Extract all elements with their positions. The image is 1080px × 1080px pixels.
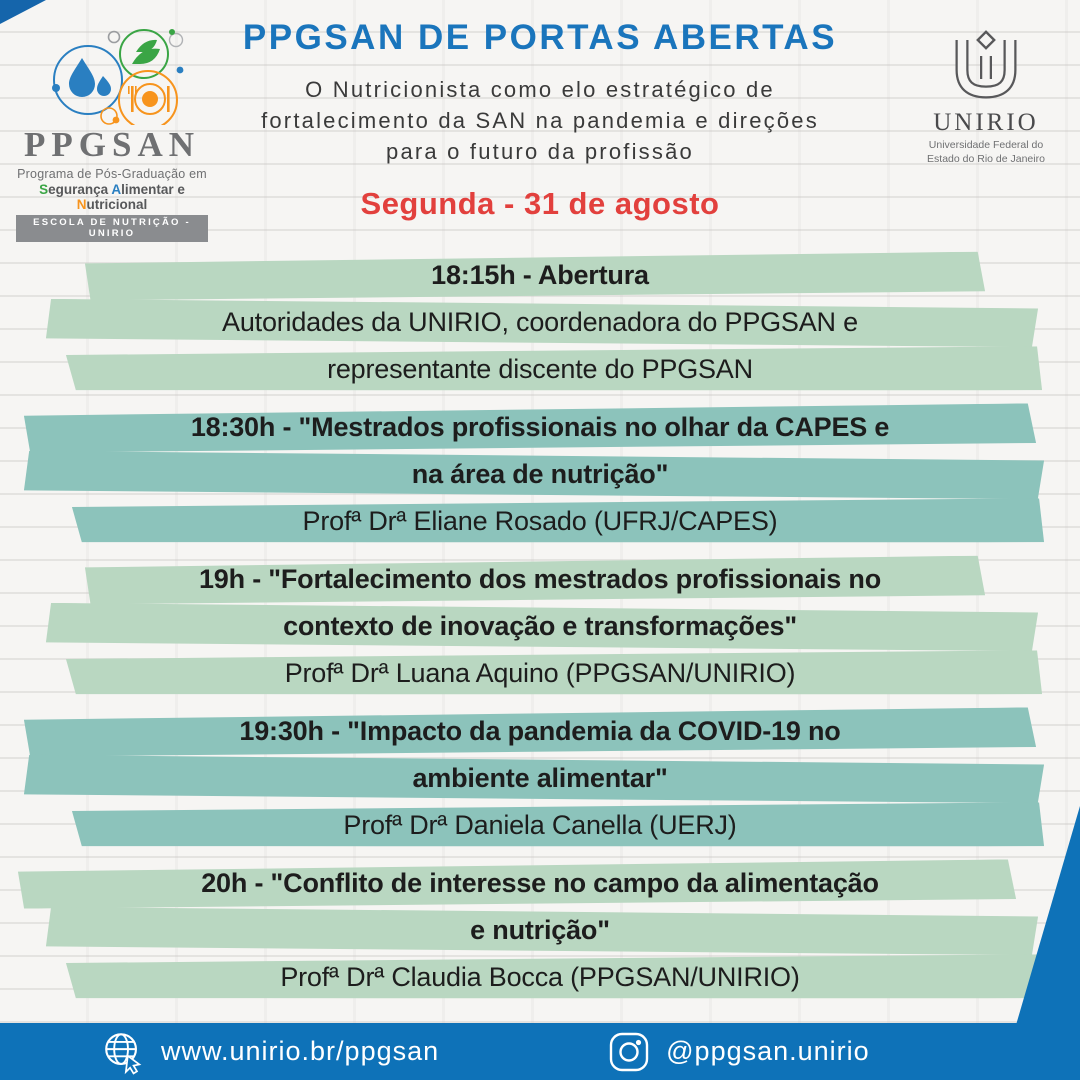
schedule-item-fortalecimento [0,556,1080,697]
unirio-subtitle [906,139,1066,166]
schedule-row [0,802,1080,849]
schedule-row [0,907,1080,954]
website-url: www.unirio.br/ppgsan [161,1036,440,1066]
schedule-item-impacto-covid [0,708,1080,849]
session-detail: Autoridades da UNIRIO, coordenadora do PPGSAN e [222,307,858,337]
page-title: PPGSAN DE PORTAS ABERTAS [242,18,838,57]
subtitle-line-3: para o futuro da profissão [386,139,694,164]
san-word-rest-2: limentar e [121,181,185,197]
session-speaker: Profª Drª Claudia Bocca (PPGSAN/UNIRIO) [280,962,800,992]
ppgsan-acronym: PPGSAN [24,125,200,164]
ppgsan-program-line: Programa de Pós-Graduação em [17,166,207,181]
schedule-row [0,954,1080,1001]
schedule-row [0,498,1080,545]
unirio-subtitle-line-1: Universidade Federal do [928,139,1044,151]
unirio-logo [906,30,1066,166]
san-word-rest-3: utricional [86,196,148,212]
instagram-handle: @ppgsan.unirio [666,1036,870,1066]
schedule-item-mestrados-capes [0,404,1080,545]
corner-triangle-decoration [0,0,46,24]
session-time-title: 18:30h - "Mestrados profissionais no olhar da CAPES e [190,412,890,442]
website-link[interactable] [100,1029,439,1075]
unirio-subtitle-line-2: Estado do Rio de Janeiro [927,152,1045,165]
event-date: Segunda - 31 de agosto [360,186,720,221]
session-speaker: Profª Drª Daniela Canella (UERJ) [343,810,737,840]
san-letter-a: A [111,181,122,197]
subtitle-line-2: fortalecimento da SAN na pandemia e direções [261,108,819,133]
schedule-row [0,650,1080,697]
schedule-row [0,346,1080,393]
session-title-cont: ambiente alimentar" [412,763,668,793]
globe-cursor-icon [100,1029,146,1075]
session-time-title: 18:15h - Abertura [431,260,649,290]
schedule-row [0,404,1080,451]
schedule-row [0,252,1080,299]
schedule-item-abertura [0,252,1080,393]
schedule-row [0,860,1080,907]
unirio-logo-icon [935,30,1037,102]
schedule-row [0,755,1080,802]
unirio-name: UNIRIO [933,109,1039,136]
san-word-rest-1: egurança [48,181,112,197]
schedule-row [0,451,1080,498]
schedule-row [0,603,1080,650]
session-time-title: 19:30h - "Impacto da pandemia da COVID-19 no [239,716,841,746]
session-detail: representante discente do PPGSAN [327,354,753,384]
ppgsan-school-banner: ESCOLA DE NUTRIÇÃO - UNIRIO [16,215,208,242]
schedule-item-conflito-interesse [0,860,1080,1001]
event-subtitle [160,74,920,167]
san-letter-n: N [76,196,87,212]
session-speaker: Profª Drª Luana Aquino (PPGSAN/UNIRIO) [284,658,796,688]
session-speaker: Profª Drª Eliane Rosado (UFRJ/CAPES) [302,506,778,536]
session-title-cont: contexto de inovação e transformações" [283,611,797,641]
schedule-list [0,252,1080,1012]
instagram-icon [607,1030,651,1074]
footer-bar [0,1023,1080,1080]
san-letter-s: S [39,181,49,197]
schedule-row [0,556,1080,603]
session-time-title: 19h - "Fortalecimento dos mestrados profissionais no [198,564,882,594]
session-title-cont: e nutrição" [470,915,610,945]
session-title-cont: na área de nutrição" [411,459,669,489]
instagram-link[interactable] [607,1030,870,1074]
session-time-title: 20h - "Conflito de interesse no campo da alimentação [201,868,879,898]
schedule-row [0,708,1080,755]
subtitle-line-1: O Nutricionista como elo estratégico de [305,77,775,102]
schedule-row [0,299,1080,346]
